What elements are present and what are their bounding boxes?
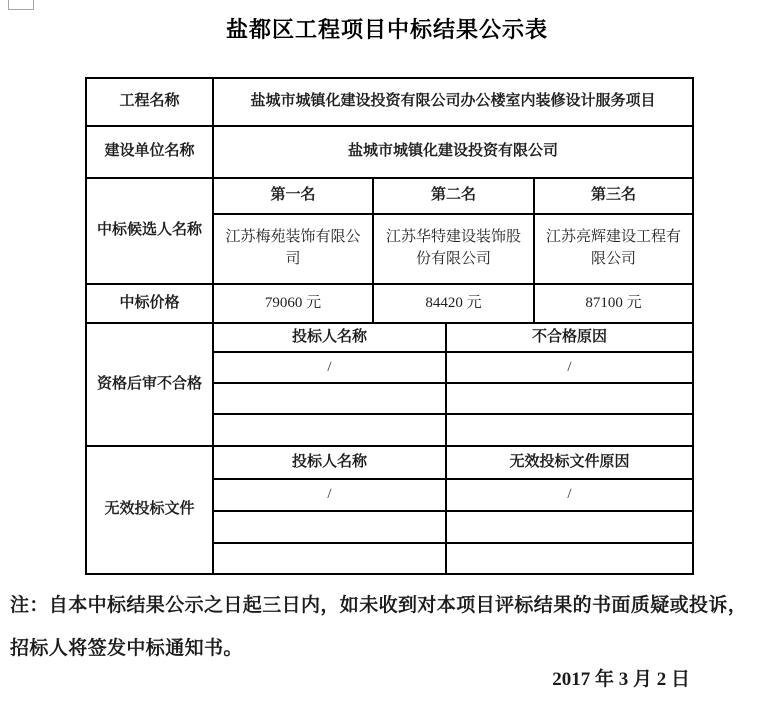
invalid-reason-header: 无效投标文件原因: [446, 446, 693, 479]
owner-label: 建设单位名称: [86, 126, 213, 178]
project-name-label: 工程名称: [86, 78, 213, 126]
footer-note: [10, 584, 768, 670]
invalid-bidder-cell: [213, 511, 446, 543]
table-row: [86, 126, 693, 178]
candidate-name-2: 江苏华特建设装饰股份有限公司: [373, 214, 534, 284]
invalid-bidder-cell: [213, 543, 446, 574]
table-row: [86, 284, 693, 323]
owner-value: 盐城市城镇化建设投资有限公司: [213, 126, 693, 178]
bid-results-table: [85, 77, 694, 575]
bid-price-2: 84420 元: [373, 284, 534, 323]
invalid-reason-cell: [446, 511, 693, 543]
unqualified-bidder-cell: [213, 414, 446, 446]
unqualified-bidder-cell: [213, 383, 446, 414]
footer-note-line2: 招标人将签发中标通知书。: [10, 638, 243, 659]
invalid-bidder-cell: /: [213, 479, 446, 511]
rank-header-1: 第一名: [213, 178, 373, 214]
rank-header-2: 第二名: [373, 178, 534, 214]
rank-header-3: 第三名: [534, 178, 693, 214]
corner-box-artifact: [8, 0, 34, 10]
table-row: [86, 178, 693, 214]
invalid-bidder-header: 投标人名称: [213, 446, 446, 479]
publish-date: 2017 年 3 月 2 日: [552, 669, 690, 690]
candidate-name-1: 江苏梅苑装饰有限公司: [213, 214, 373, 284]
bid-price-3: 87100 元: [534, 284, 693, 323]
invalid-reason-cell: [446, 543, 693, 574]
unqualified-reason-cell: [446, 383, 693, 414]
unqualified-reason-cell: [446, 414, 693, 446]
unqualified-reason-cell: /: [446, 352, 693, 383]
project-name-value: 盐城市城镇化建设投资有限公司办公楼室内装修设计服务项目: [213, 78, 693, 126]
page-title: 盐都区工程项目中标结果公示表: [225, 17, 548, 42]
bid-price-1: 79060 元: [213, 284, 373, 323]
invalid-reason-cell: /: [446, 479, 693, 511]
table-row: [86, 323, 693, 352]
footer-note-line1: 注：自本中标结果公示之日起三日内，如未收到对本项目评标结果的书面质疑或投诉，: [10, 595, 748, 616]
unqualified-bidder-header: 投标人名称: [213, 323, 446, 352]
table-row: [86, 446, 693, 479]
table-row: [86, 78, 693, 126]
unqualified-section-label: 资格后审不合格: [86, 323, 213, 446]
candidates-label: 中标候选人名称: [86, 178, 213, 284]
unqualified-reason-header: 不合格原因: [446, 323, 693, 352]
unqualified-bidder-cell: /: [213, 352, 446, 383]
candidate-name-3: 江苏亮辉建设工程有限公司: [534, 214, 693, 284]
price-label: 中标价格: [86, 284, 213, 323]
invalid-section-label: 无效投标文件: [86, 446, 213, 574]
